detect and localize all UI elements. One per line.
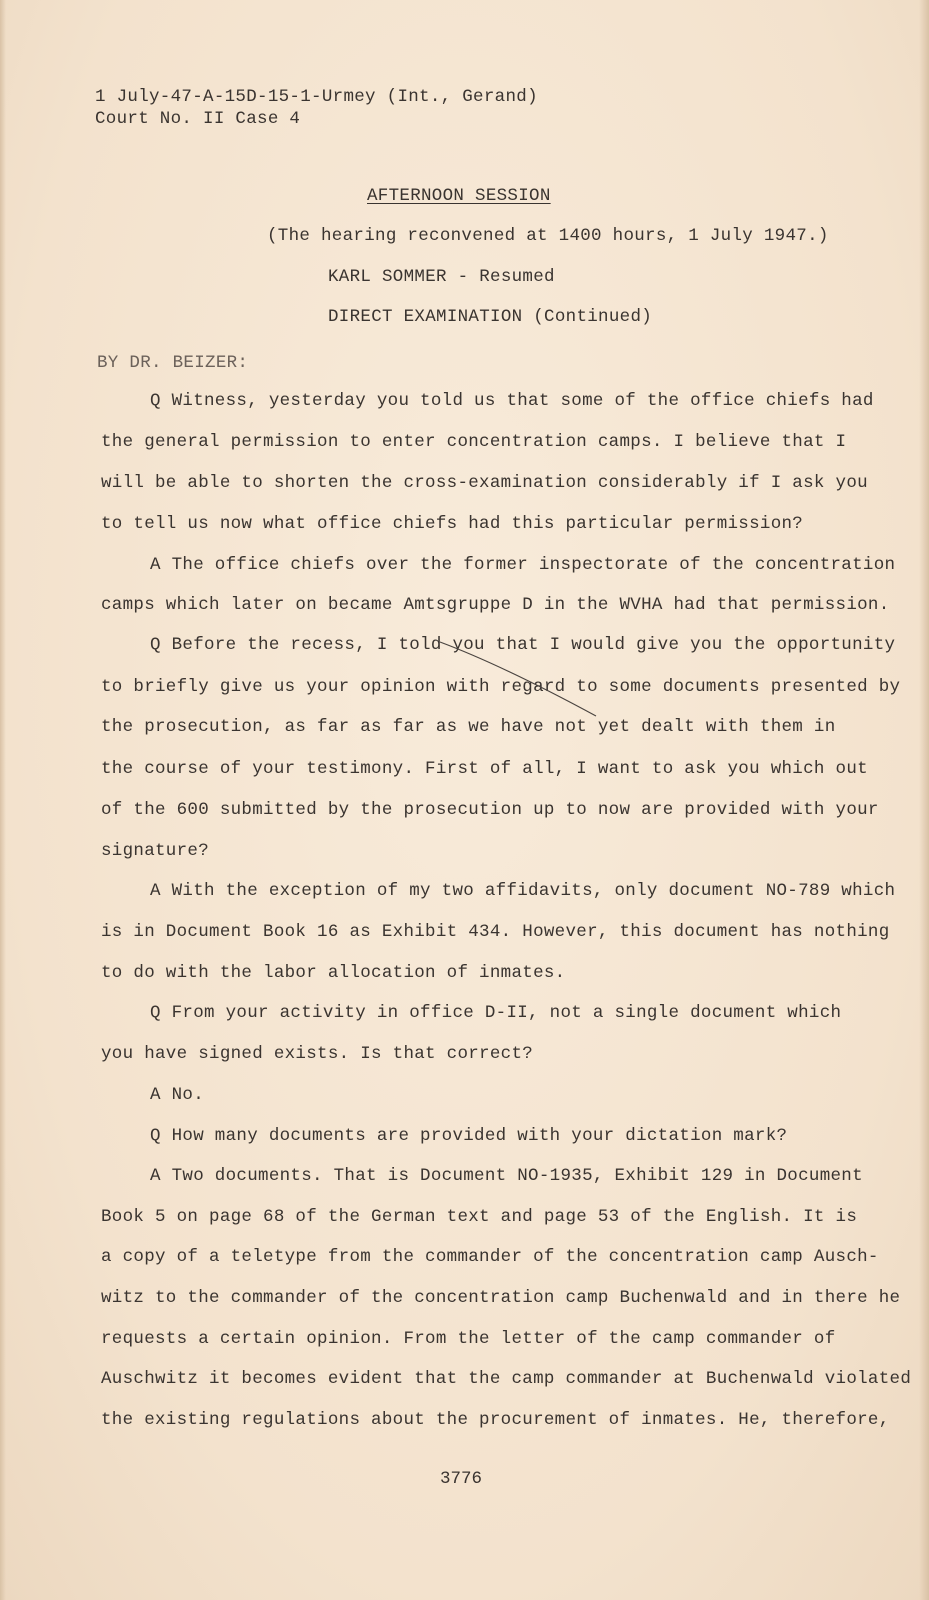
header-reference: 1 July-47-A-15D-15-1-Urmey (Int., Gerand): [95, 87, 538, 107]
transcript-line: the general permission to enter concentration camps. I believe that I: [101, 432, 847, 452]
transcript-line: witz to the commander of the concentration camp Buchenwald and in there he: [101, 1288, 901, 1308]
transcript-line: to briefly give us your opinion with regard to some documents presented by: [101, 677, 901, 697]
transcript-line: requests a certain opinion. From the letter of the camp commander of: [101, 1329, 836, 1349]
transcript-line: is in Document Book 16 as Exhibit 434. However, this document has nothing: [101, 922, 890, 942]
transcript-line: Auschwitz it becomes evident that the camp commander at Buchenwald violated: [101, 1369, 912, 1389]
pen-strike-mark: [438, 640, 598, 720]
session-title: AFTERNOON SESSION: [367, 186, 551, 206]
transcript-line: Q From your activity in office D-II, not a single document which: [150, 1003, 842, 1023]
transcript-line: a copy of a teletype from the commander of the concentration camp Ausch-: [101, 1247, 879, 1267]
transcript-line: the prosecution, as far as far as we have not yet dealt with them in: [101, 717, 836, 737]
transcript-line: signature?: [101, 841, 210, 861]
header-court: Court No. II Case 4: [95, 109, 301, 129]
transcript-line: to do with the labor allocation of inmates.: [101, 963, 566, 983]
transcript-line: A The office chiefs over the former inspectorate of the concentration: [150, 555, 896, 575]
transcript-line: you have signed exists. Is that correct?: [101, 1044, 534, 1064]
transcript-line: Q Before the recess, I told you that I would give you the opportunity: [150, 635, 896, 655]
transcript-line: A With the exception of my two affidavits, only document NO-789 which: [150, 881, 896, 901]
transcript-line: of the 600 submitted by the prosecution up to now are provided with your: [101, 800, 879, 820]
paper-edge-left: [0, 0, 6, 1600]
transcript-line: the existing regulations about the procurement of inmates. He, therefore,: [101, 1410, 890, 1430]
transcript-line: will be able to shorten the cross-examination considerably if I ask you: [101, 473, 868, 493]
transcript-line: A Two documents. That is Document NO-1935, Exhibit 129 in Document: [150, 1166, 863, 1186]
transcript-line: Q Witness, yesterday you told us that some of the office chiefs had: [150, 391, 874, 411]
transcript-line: Q How many documents are provided with your dictation mark?: [150, 1126, 788, 1146]
transcript-line: to tell us now what office chiefs had this particular permission?: [101, 514, 804, 534]
counsel-attribution: BY DR. BEIZER:: [97, 353, 249, 373]
witness-name: KARL SOMMER - Resumed: [328, 267, 555, 287]
paper-edge-right: [919, 0, 929, 1600]
transcript-line: the course of your testimony. First of all, I want to ask you which out: [101, 759, 868, 779]
transcript-line: Book 5 on page 68 of the German text and page 53 of the English. It is: [101, 1207, 858, 1227]
transcript-line: A No.: [150, 1085, 205, 1105]
examination-heading: DIRECT EXAMINATION (Continued): [328, 307, 653, 327]
transcript-line: camps which later on became Amtsgruppe D in the WVHA had that permission.: [101, 595, 890, 615]
page-number: 3776: [440, 1469, 483, 1489]
reconvened-note: (The hearing reconvened at 1400 hours, 1 July 1947.): [267, 226, 829, 246]
